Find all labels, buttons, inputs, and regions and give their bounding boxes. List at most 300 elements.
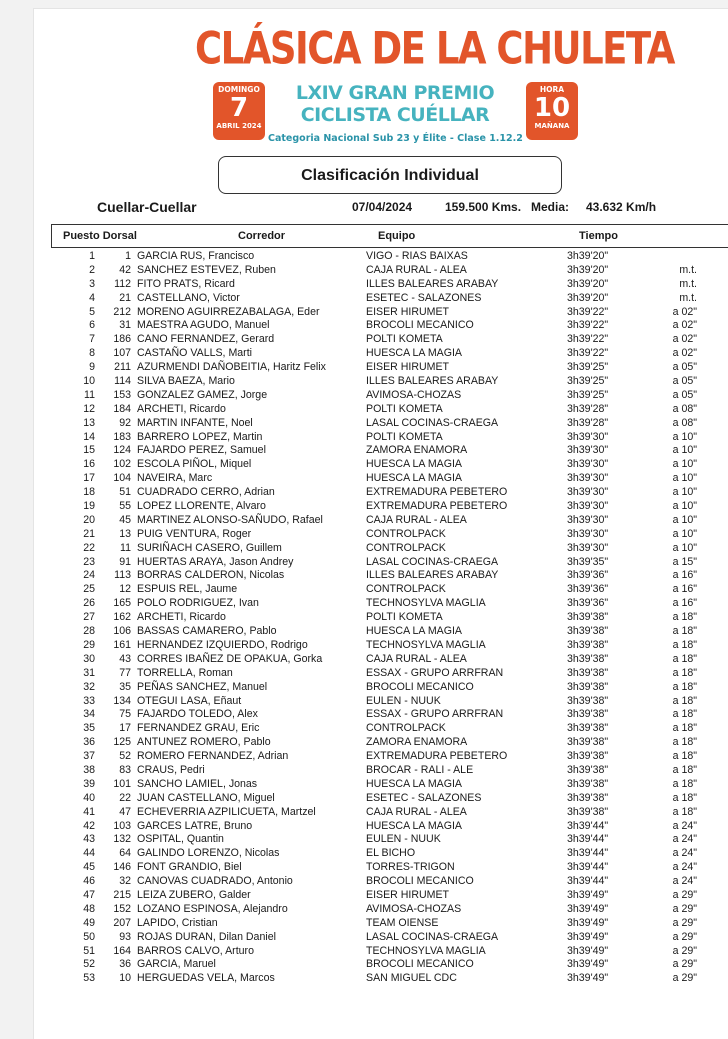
finish-time: 3h39'25" xyxy=(567,361,609,374)
table-row xyxy=(51,431,728,445)
dorsal: 22 xyxy=(119,791,131,804)
dorsal: 104 xyxy=(113,472,131,485)
position: 45 xyxy=(83,861,95,874)
table-row xyxy=(51,833,728,847)
date-badge-day: 7 xyxy=(229,93,249,123)
time-gap: a 18" xyxy=(672,805,697,818)
table-row xyxy=(51,514,728,528)
team-name: CONTROLPACK xyxy=(366,527,446,540)
rider-name: CASTAÑO VALLS, Marti xyxy=(137,347,252,360)
table-row xyxy=(51,250,728,264)
table-row xyxy=(51,875,728,889)
dorsal: 102 xyxy=(113,458,131,471)
finish-time: 3h39'30" xyxy=(567,513,609,526)
hour-badge xyxy=(526,82,578,140)
time-gap: a 10" xyxy=(672,458,697,471)
time-gap: a 02" xyxy=(672,305,697,318)
hour-badge-label: HORA xyxy=(539,85,565,94)
dorsal: 92 xyxy=(119,416,131,429)
table-row xyxy=(51,528,728,542)
finish-time: 3h39'49" xyxy=(567,888,609,901)
position: 8 xyxy=(89,347,95,360)
table-row xyxy=(51,347,728,361)
table-row xyxy=(51,639,728,653)
table-row xyxy=(51,278,728,292)
table-row xyxy=(51,319,728,333)
dorsal: 45 xyxy=(119,513,131,526)
time-gap: a 08" xyxy=(672,416,697,429)
rider-name: ROMERO FERNANDEZ, Adrian xyxy=(137,750,289,763)
finish-time: 3h39'38" xyxy=(567,625,609,638)
rider-name: CASTELLANO, Victor xyxy=(137,291,240,304)
table-row xyxy=(51,667,728,681)
finish-time: 3h39'49" xyxy=(567,944,609,957)
position: 37 xyxy=(83,750,95,763)
team-name: EISER HIRUMET xyxy=(366,888,449,901)
dorsal: 77 xyxy=(119,666,131,679)
position: 26 xyxy=(83,597,95,610)
table-row xyxy=(51,931,728,945)
position: 2 xyxy=(89,263,95,276)
time-gap: a 29" xyxy=(672,916,697,929)
dorsal: 1 xyxy=(125,250,131,262)
table-row xyxy=(51,611,728,625)
race-distance: 159.500 Kms. xyxy=(445,200,522,214)
dorsal: 42 xyxy=(119,263,131,276)
table-row xyxy=(51,458,728,472)
finish-time: 3h39'25" xyxy=(567,388,609,401)
time-gap: m.t. xyxy=(679,277,697,290)
finish-time: 3h39'49" xyxy=(567,916,609,929)
dorsal: 125 xyxy=(113,736,131,749)
hour-badge-period: MAÑANA xyxy=(534,122,570,130)
dorsal: 101 xyxy=(113,777,131,790)
position: 35 xyxy=(83,722,95,735)
rider-name: LAPIDO, Cristian xyxy=(137,916,218,929)
header-time: Tiempo xyxy=(579,230,618,242)
rider-name: LEIZA ZUBERO, Galder xyxy=(137,888,251,901)
finish-time: 3h39'44" xyxy=(567,861,609,874)
position: 9 xyxy=(89,361,95,374)
rider-name: AZURMENDI DAÑOBEITIA, Haritz Felix xyxy=(137,361,326,374)
table-row xyxy=(51,264,728,278)
dorsal: 12 xyxy=(119,583,131,596)
position: 41 xyxy=(83,805,95,818)
table-row xyxy=(51,389,728,403)
team-name: HUESCA LA MAGIA xyxy=(366,472,462,485)
dorsal: 184 xyxy=(113,402,131,415)
time-gap: a 08" xyxy=(672,402,697,415)
dorsal: 132 xyxy=(113,833,131,846)
time-gap: a 29" xyxy=(672,944,697,957)
time-gap: a 10" xyxy=(672,430,697,443)
time-gap: a 18" xyxy=(672,638,697,651)
position: 11 xyxy=(84,388,95,401)
finish-time: 3h39'38" xyxy=(567,805,609,818)
table-row xyxy=(51,556,728,570)
time-gap: a 18" xyxy=(672,694,697,707)
team-name: LASAL COCINAS-CRAEGA xyxy=(366,555,499,568)
rider-name: JUAN CASTELLANO, Miguel xyxy=(137,791,275,804)
time-gap: a 24" xyxy=(672,861,697,874)
finish-time: 3h39'30" xyxy=(567,500,609,513)
rider-name: MAESTRA AGUDO, Manuel xyxy=(137,319,270,332)
table-row xyxy=(51,472,728,486)
rider-name: FAJARDO TOLEDO, Alex xyxy=(137,708,258,721)
position: 10 xyxy=(83,375,95,388)
race-subtitle xyxy=(268,82,522,126)
rider-name: CORRES IBAÑEZ DE OPAKUA, Gorka xyxy=(137,652,323,665)
dorsal: 152 xyxy=(113,902,131,915)
rider-name: BORRAS CALDERON, Nicolas xyxy=(137,569,285,582)
team-name: EULEN - NUUK xyxy=(366,833,441,846)
dorsal: 124 xyxy=(113,444,131,457)
team-name: CONTROLPACK xyxy=(366,541,446,554)
position: 19 xyxy=(83,500,95,513)
rider-name: ECHEVERRIA AZPILICUETA, Martzel xyxy=(137,805,316,818)
rider-name: CANO FERNANDEZ, Gerard xyxy=(137,333,275,346)
position: 31 xyxy=(83,666,95,679)
rider-name: PEÑAS SANCHEZ, Manuel xyxy=(137,680,268,693)
position: 29 xyxy=(83,638,95,651)
position: 48 xyxy=(83,902,95,915)
finish-time: 3h39'30" xyxy=(567,486,609,499)
finish-time: 3h39'28" xyxy=(567,416,609,429)
race-title: CLÁSICA DE LA CHULETA xyxy=(195,22,674,75)
team-name: ILLES BALEARES ARABAY xyxy=(366,569,499,582)
position: 22 xyxy=(83,541,95,554)
table-row xyxy=(51,500,728,514)
table-row xyxy=(51,486,728,500)
dorsal: 215 xyxy=(113,888,131,901)
finish-time: 3h39'38" xyxy=(567,694,609,707)
position: 20 xyxy=(83,513,95,526)
time-gap: m.t. xyxy=(679,263,697,276)
rider-name: GONZALEZ GAMEZ, Jorge xyxy=(137,388,268,401)
dorsal: 32 xyxy=(119,875,131,888)
table-row xyxy=(51,736,728,750)
team-name: EISER HIRUMET xyxy=(366,361,449,374)
position: 1 xyxy=(89,250,95,262)
table-row xyxy=(51,958,728,972)
finish-time: 3h39'22" xyxy=(567,347,609,360)
team-name: BROCOLI MECANICO xyxy=(366,875,474,888)
race-date: 07/04/2024 xyxy=(352,200,413,214)
rider-name: HERNANDEZ IZQUIERDO, Rodrigo xyxy=(137,638,308,651)
dorsal: 186 xyxy=(113,333,131,346)
position: 12 xyxy=(83,402,95,415)
dorsal: 17 xyxy=(119,722,131,735)
time-gap: a 24" xyxy=(672,847,697,860)
team-name: ILLES BALEARES ARABAY xyxy=(366,375,499,388)
finish-time: 3h39'20" xyxy=(567,263,609,276)
table-row xyxy=(51,695,728,709)
rider-name: FAJARDO PEREZ, Samuel xyxy=(137,444,266,457)
time-gap: a 29" xyxy=(672,902,697,915)
table-row xyxy=(51,917,728,931)
time-gap: a 16" xyxy=(672,597,697,610)
time-gap: a 10" xyxy=(672,513,697,526)
time-gap: a 18" xyxy=(672,680,697,693)
dorsal: 21 xyxy=(119,291,131,304)
rider-name: GARCIA, Maruel xyxy=(137,958,216,971)
position: 5 xyxy=(89,305,95,318)
time-gap: a 18" xyxy=(672,763,697,776)
time-gap: a 18" xyxy=(672,625,697,638)
position: 49 xyxy=(83,916,95,929)
dorsal: 183 xyxy=(113,430,131,443)
team-name: POLTI KOMETA xyxy=(366,402,443,415)
position: 28 xyxy=(83,625,95,638)
table-row xyxy=(51,708,728,722)
dorsal: 47 xyxy=(119,805,131,818)
finish-time: 3h39'38" xyxy=(567,722,609,735)
table-row xyxy=(51,403,728,417)
finish-time: 3h39'30" xyxy=(567,472,609,485)
results-table-body xyxy=(51,250,728,986)
dorsal: 75 xyxy=(119,708,131,721)
team-name: EL BICHO xyxy=(366,847,416,860)
team-name: ZAMORA ENAMORA xyxy=(366,444,468,457)
finish-time: 3h39'49" xyxy=(567,972,609,985)
finish-time: 3h39'28" xyxy=(567,402,609,415)
table-row xyxy=(51,792,728,806)
finish-time: 3h39'38" xyxy=(567,638,609,651)
team-name: CAJA RURAL - ALEA xyxy=(366,652,467,665)
time-gap: a 18" xyxy=(672,652,697,665)
dorsal: 51 xyxy=(119,486,131,499)
position: 46 xyxy=(83,875,95,888)
finish-time: 3h39'22" xyxy=(567,333,609,346)
position: 24 xyxy=(83,569,95,582)
time-gap: a 02" xyxy=(672,347,697,360)
position: 15 xyxy=(83,444,95,457)
rider-name: HERGUEDAS VELA, Marcos xyxy=(137,972,275,985)
finish-time: 3h39'30" xyxy=(567,527,609,540)
finish-time: 3h39'38" xyxy=(567,791,609,804)
header-rider: Corredor xyxy=(238,230,286,242)
position: 18 xyxy=(83,486,95,499)
rider-name: ARCHETI, Ricardo xyxy=(137,611,226,624)
finish-time: 3h39'38" xyxy=(567,777,609,790)
position: 13 xyxy=(83,416,95,429)
finish-time: 3h39'44" xyxy=(567,819,609,832)
dorsal: 64 xyxy=(119,847,131,860)
position: 42 xyxy=(83,819,95,832)
dorsal: 106 xyxy=(113,625,131,638)
team-name: HUESCA LA MAGIA xyxy=(366,625,462,638)
position: 27 xyxy=(83,611,95,624)
team-name: ZAMORA ENAMORA xyxy=(366,736,468,749)
table-row xyxy=(51,903,728,917)
rider-name: MARTINEZ ALONSO-SAÑUDO, Rafael xyxy=(137,513,323,526)
finish-time: 3h39'49" xyxy=(567,930,609,943)
dorsal: 164 xyxy=(113,944,131,957)
race-route: Cuellar-Cuellar xyxy=(97,199,197,215)
position: 33 xyxy=(83,694,95,707)
rider-name: CUADRADO CERRO, Adrian xyxy=(137,486,275,499)
team-name: ESETEC - SALAZONES xyxy=(366,291,482,304)
team-name: EXTREMADURA PEBETERO xyxy=(366,500,508,513)
team-name: POLTI KOMETA xyxy=(366,611,443,624)
subtitle-line-1: LXIV GRAN PREMIO xyxy=(295,82,495,104)
header-position-dorsal: Puesto Dorsal xyxy=(63,230,137,242)
time-gap: a 16" xyxy=(672,569,697,582)
finish-time: 3h39'38" xyxy=(567,666,609,679)
team-name: CAJA RURAL - ALEA xyxy=(366,513,467,526)
dorsal: 207 xyxy=(113,916,131,929)
dorsal: 13 xyxy=(119,527,131,540)
time-gap: a 10" xyxy=(672,527,697,540)
time-gap: a 10" xyxy=(672,444,697,457)
hour-badge-hour: 10 xyxy=(533,93,571,123)
time-gap: a 24" xyxy=(672,875,697,888)
table-row xyxy=(51,333,728,347)
table-row xyxy=(51,306,728,320)
dorsal: 10 xyxy=(119,972,131,985)
table-row xyxy=(51,417,728,431)
time-gap: a 29" xyxy=(672,930,697,943)
rider-name: ROJAS DURAN, Dilan Daniel xyxy=(137,930,276,943)
time-gap: a 18" xyxy=(672,736,697,749)
position: 30 xyxy=(83,652,95,665)
team-name: CAJA RURAL - ALEA xyxy=(366,805,467,818)
date-badge-month: ABRIL 2024 xyxy=(216,122,262,130)
finish-time: 3h39'44" xyxy=(567,847,609,860)
position: 32 xyxy=(83,680,95,693)
finish-time: 3h39'20" xyxy=(567,277,609,290)
time-gap: a 18" xyxy=(672,708,697,721)
finish-time: 3h39'38" xyxy=(567,736,609,749)
finish-time: 3h39'38" xyxy=(567,763,609,776)
finish-time: 3h39'22" xyxy=(567,319,609,332)
team-name: BROCOLI MECANICO xyxy=(366,680,474,693)
finish-time: 3h39'49" xyxy=(567,902,609,915)
finish-time: 3h39'36" xyxy=(567,569,609,582)
team-name: ILLES BALEARES ARABAY xyxy=(366,277,499,290)
finish-time: 3h39'25" xyxy=(567,375,609,388)
rider-name: CRAUS, Pedri xyxy=(137,763,205,776)
table-row xyxy=(51,750,728,764)
rider-name: ANTUNEZ ROMERO, Pablo xyxy=(137,736,271,749)
team-name: BROCOLI MECANICO xyxy=(366,319,474,332)
position: 51 xyxy=(83,944,95,957)
header-team: Equipo xyxy=(378,230,416,242)
dorsal: 43 xyxy=(119,652,131,665)
team-name: EXTREMADURA PEBETERO xyxy=(366,486,508,499)
rider-name: SANCHO LAMIEL, Jonas xyxy=(137,777,258,790)
table-row xyxy=(51,681,728,695)
time-gap: a 05" xyxy=(672,388,697,401)
time-gap: a 18" xyxy=(672,666,697,679)
rider-name: FITO PRATS, Ricard xyxy=(137,277,235,290)
rider-name: BARROS CALVO, Arturo xyxy=(137,944,254,957)
team-name: ESSAX - GRUPO ARRFRAN xyxy=(366,666,504,679)
table-row xyxy=(51,625,728,639)
time-gap: a 10" xyxy=(672,500,697,513)
dorsal: 162 xyxy=(113,611,131,624)
rider-name: LOZANO ESPINOSA, Alejandro xyxy=(137,902,288,915)
position: 4 xyxy=(89,291,95,304)
table-row xyxy=(51,444,728,458)
table-row xyxy=(51,569,728,583)
table-row xyxy=(51,806,728,820)
table-row xyxy=(51,861,728,875)
date-badge-weekday: DOMINGO xyxy=(218,85,260,94)
dorsal: 113 xyxy=(114,569,131,582)
dorsal: 211 xyxy=(114,361,131,374)
finish-time: 3h39'49" xyxy=(567,958,609,971)
dorsal: 153 xyxy=(113,388,131,401)
time-gap: a 02" xyxy=(672,333,697,346)
team-name: EISER HIRUMET xyxy=(366,305,449,318)
finish-time: 3h39'20" xyxy=(567,291,609,304)
rider-name: ESCOLA PIÑOL, Miquel xyxy=(137,458,252,471)
position: 36 xyxy=(83,736,95,749)
rider-name: SILVA BAEZA, Mario xyxy=(137,375,235,388)
table-row xyxy=(51,597,728,611)
time-gap: a 15" xyxy=(672,555,697,568)
position: 23 xyxy=(83,555,95,568)
table-row xyxy=(51,292,728,306)
position: 21 xyxy=(83,527,95,540)
table-row xyxy=(51,653,728,667)
table-row xyxy=(51,820,728,834)
time-gap: a 18" xyxy=(672,722,697,735)
position: 47 xyxy=(83,888,95,901)
time-gap: a 02" xyxy=(672,319,697,332)
classification-title: Clasificación Individual xyxy=(218,156,562,194)
position: 16 xyxy=(83,458,95,471)
table-row xyxy=(51,972,728,986)
rider-name: BARRERO LOPEZ, Martin xyxy=(137,430,263,443)
finish-time: 3h39'36" xyxy=(567,597,609,610)
rider-name: HUERTAS ARAYA, Jason Andrey xyxy=(137,555,294,568)
time-gap: a 24" xyxy=(672,819,697,832)
team-name: SAN MIGUEL CDC xyxy=(366,972,457,985)
finish-time: 3h39'44" xyxy=(567,875,609,888)
finish-time: 3h39'38" xyxy=(567,708,609,721)
team-name: VIGO - RIAS BAIXAS xyxy=(366,250,468,262)
position: 52 xyxy=(83,958,95,971)
dorsal: 107 xyxy=(113,347,131,360)
race-category: Categoria Nacional Sub 23 y Élite - Clase 1.12.2 xyxy=(268,133,523,144)
team-name: TECHNOSYLVA MAGLIA xyxy=(366,597,486,610)
rider-name: SURIÑACH CASERO, Guillem xyxy=(137,541,282,554)
time-gap: a 18" xyxy=(672,777,697,790)
rider-name: GALINDO LORENZO, Nicolas xyxy=(137,847,280,860)
finish-time: 3h39'30" xyxy=(567,458,609,471)
finish-time: 3h39'38" xyxy=(567,750,609,763)
rider-name: FONT GRANDIO, Biel xyxy=(137,861,242,874)
team-name: EULEN - NUUK xyxy=(366,694,441,707)
time-gap: a 18" xyxy=(672,750,697,763)
finish-time: 3h39'44" xyxy=(567,833,609,846)
rider-name: ESPUIS REL, Jaume xyxy=(137,583,238,596)
position: 14 xyxy=(83,430,95,443)
table-row xyxy=(51,542,728,556)
position: 44 xyxy=(83,847,95,860)
dorsal: 93 xyxy=(119,930,131,943)
team-name: TECHNOSYLVA MAGLIA xyxy=(366,638,486,651)
team-name: AVIMOSA-CHOZAS xyxy=(366,388,462,401)
dorsal: 35 xyxy=(119,680,131,693)
position: 3 xyxy=(89,277,95,290)
team-name: HUESCA LA MAGIA xyxy=(366,458,462,471)
table-row xyxy=(51,945,728,959)
team-name: LASAL COCINAS-CRAEGA xyxy=(366,930,499,943)
time-gap: a 18" xyxy=(672,611,697,624)
